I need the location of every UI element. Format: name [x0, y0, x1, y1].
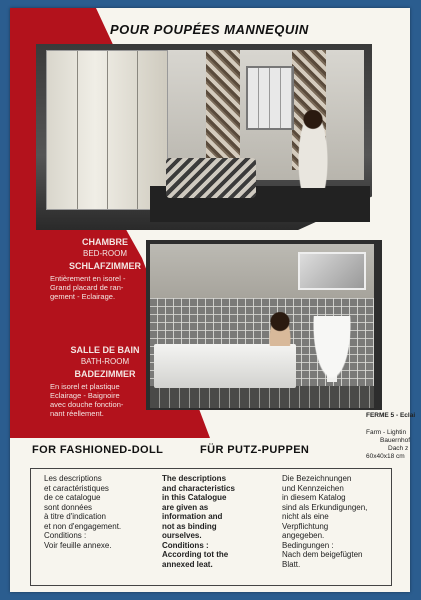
curtain-left: [206, 50, 240, 170]
salle-description: En isorel et plastique Eclairage - Baignoire avec douche fonction- nant réellement.: [50, 382, 124, 418]
salle-title-en: BATH-ROOM: [80, 357, 130, 366]
ferme-caption: FERME 5 - Eclai Farm - Lightin Bauernhof Dach z 60x40x18 cm: [366, 412, 416, 460]
salle-title-fr: SALLE DE BAIN: [70, 345, 140, 355]
chambre-title-en: BED-ROOM: [83, 249, 127, 258]
chambre-text: [50, 236, 160, 301]
doll-figure: [298, 110, 328, 188]
ferme-title: FERME 5 - Eclai: [366, 412, 416, 419]
bathroom-sink: [312, 316, 352, 382]
heading-fashioned-doll: FOR FASHIONED-DOLL: [32, 444, 164, 456]
salle-text: [50, 344, 160, 418]
bathtub: [154, 344, 296, 388]
conditions-fr: Les descriptions et caractéristiques de ce catalogue sont données à titre d'indication et non d'engagement. Conditions : Voir feuille annexe.: [44, 474, 122, 550]
page-headline: POUR POUPÉES MANNEQUIN: [110, 22, 309, 37]
bed: [166, 158, 256, 198]
conditions-en: The descriptions and characteristics in this Catalogue are given as information and not as binding ourselves. Conditions : According tot the annexed leat.: [162, 474, 235, 569]
conditions-de: Die Bezeichnungen und Kennzeichen in diesem Katalog sind als Erkundigungen, nicht als eine Verpflichtung angegeben. Bedingungen : Nach dem beigefügten Blatt.: [282, 474, 368, 569]
salle-title-de: BADEZIMMER: [74, 369, 136, 379]
bathroom-floor: [150, 386, 374, 408]
bedroom-window: [246, 66, 294, 130]
bathroom-mirror: [298, 252, 366, 290]
chambre-title-fr: CHAMBRE: [82, 237, 128, 247]
catalog-page: [10, 8, 416, 592]
chambre-title-de: SCHLAFZIMMER: [69, 261, 141, 271]
chambre-description: Entièrement en isorel - Grand placard de ran- gement - Eclairage.: [50, 274, 126, 301]
heading-putz-puppen: FÜR PUTZ-PUPPEN: [200, 444, 310, 456]
bathing-doll: [268, 312, 292, 346]
